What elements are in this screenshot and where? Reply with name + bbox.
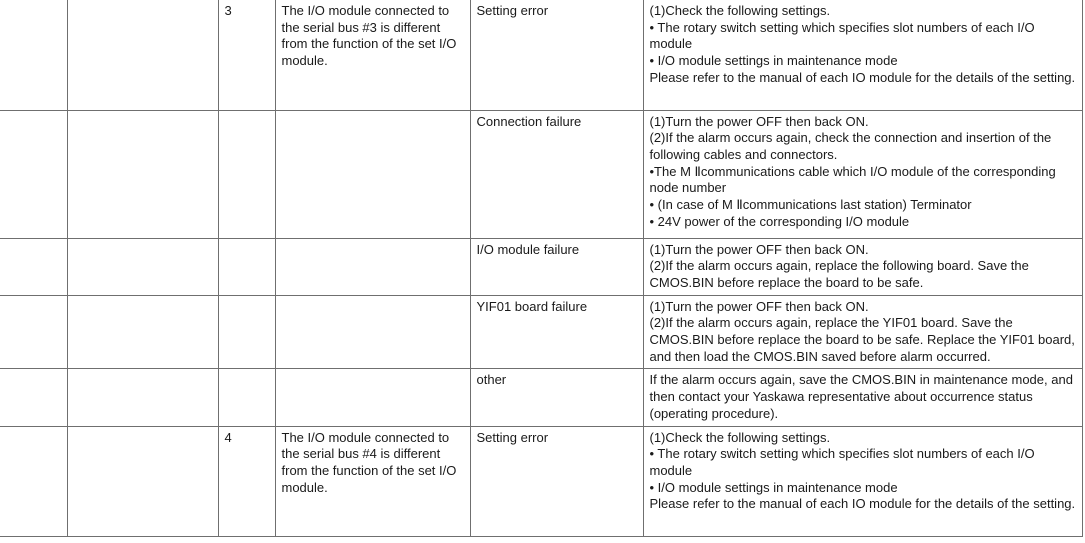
remedy-cell xyxy=(643,238,1082,295)
sub-code-cell xyxy=(218,295,275,369)
meaning-cell: The I/O module connected to the serial bus #4 is different from the function of the set I/O module. xyxy=(275,426,470,536)
alarm-number-cell xyxy=(0,238,67,295)
remedy-cell xyxy=(643,295,1082,369)
remedy-line: (2)If the alarm occurs again, replace the following board. Save the CMOS.BIN before replace the board to be safe. xyxy=(649,258,1029,290)
sub-code-cell xyxy=(218,238,275,295)
table-row xyxy=(0,426,1082,536)
alarm-name-cell xyxy=(67,110,218,238)
alarm-number-cell xyxy=(0,0,67,110)
alarm-name-cell xyxy=(67,295,218,369)
cause-cell: I/O module failure xyxy=(470,238,643,295)
meaning-cell xyxy=(275,110,470,238)
cause-cell: Connection failure xyxy=(470,110,643,238)
sub-code-cell xyxy=(218,110,275,238)
remedy-cell xyxy=(643,110,1082,238)
remedy-line: •The M Ⅱcommunications cable which I/O module of the corresponding node number xyxy=(649,163,1056,196)
remedy-line: (1)Check the following settings. xyxy=(649,3,831,18)
alarm-number-cell xyxy=(0,426,67,536)
remedy-cell xyxy=(643,369,1082,426)
remedy-line: • (In case of M Ⅱcommunications last station) Terminator xyxy=(649,197,972,213)
remedy-line: • The rotary switch setting which specifies slot numbers of each I/O module xyxy=(649,19,1035,52)
cause-cell: Setting error xyxy=(470,0,643,110)
remedy-line: Please refer to the manual of each IO module for the details of the setting. xyxy=(649,496,1076,512)
cause-cell: other xyxy=(470,369,643,426)
meaning-cell xyxy=(275,295,470,369)
meaning-cell: The I/O module connected to the serial bus #3 is different from the function of the set I/O module. xyxy=(275,0,470,110)
remedy-line: (1)Turn the power OFF then back ON. xyxy=(649,241,869,257)
remedy-line: • I/O module settings in maintenance mode xyxy=(649,53,898,69)
remedy-line: • 24V power of the corresponding I/O module xyxy=(649,213,910,229)
sub-code-cell: 3 xyxy=(218,0,275,110)
remedy-line: If the alarm occurs again, save the CMOS.BIN in maintenance mode, and then contact your Yaskawa representative about occurrence status (operating procedure). xyxy=(649,372,1073,421)
remedy-line: (1)Turn the power OFF then back ON. xyxy=(649,298,869,314)
table-row xyxy=(0,369,1082,426)
table-row xyxy=(0,238,1082,295)
meaning-cell xyxy=(275,238,470,295)
table-row xyxy=(0,295,1082,369)
meaning-cell xyxy=(275,369,470,426)
remedy-line: (2)If the alarm occurs again, replace the YIF01 board. Save the CMOS.BIN before replace the board to be safe. Replace the YIF01 board, and then load the CMOS.BIN saved before alarm occurred. xyxy=(649,315,1075,364)
remedy-line: (2)If the alarm occurs again, check the connection and insertion of the following cables and connectors. xyxy=(649,130,1052,162)
table-row xyxy=(0,110,1082,238)
remedy-cell xyxy=(643,426,1082,536)
cause-cell: Setting error xyxy=(470,426,643,536)
remedy-line: • I/O module settings in maintenance mode xyxy=(649,479,898,495)
alarm-name-cell xyxy=(67,369,218,426)
alarm-number-cell xyxy=(0,110,67,238)
alarm-number-cell xyxy=(0,369,67,426)
remedy-line: (1)Turn the power OFF then back ON. xyxy=(649,113,869,129)
remedy-line: • The rotary switch setting which specifies slot numbers of each I/O module xyxy=(649,446,1035,478)
alarm-name-cell xyxy=(67,0,218,110)
remedy-line: Please refer to the manual of each IO module for the details of the setting. xyxy=(649,69,1076,85)
table-row xyxy=(0,0,1082,110)
remedy-cell xyxy=(643,0,1082,110)
remedy-line: (1)Check the following settings. xyxy=(649,429,831,445)
cause-cell: YIF01 board failure xyxy=(470,295,643,369)
alarm-number-cell xyxy=(0,295,67,369)
sub-code-cell: 4 xyxy=(218,426,275,536)
alarm-name-cell xyxy=(67,426,218,536)
sub-code-cell xyxy=(218,369,275,426)
alarm-name-cell xyxy=(67,238,218,295)
